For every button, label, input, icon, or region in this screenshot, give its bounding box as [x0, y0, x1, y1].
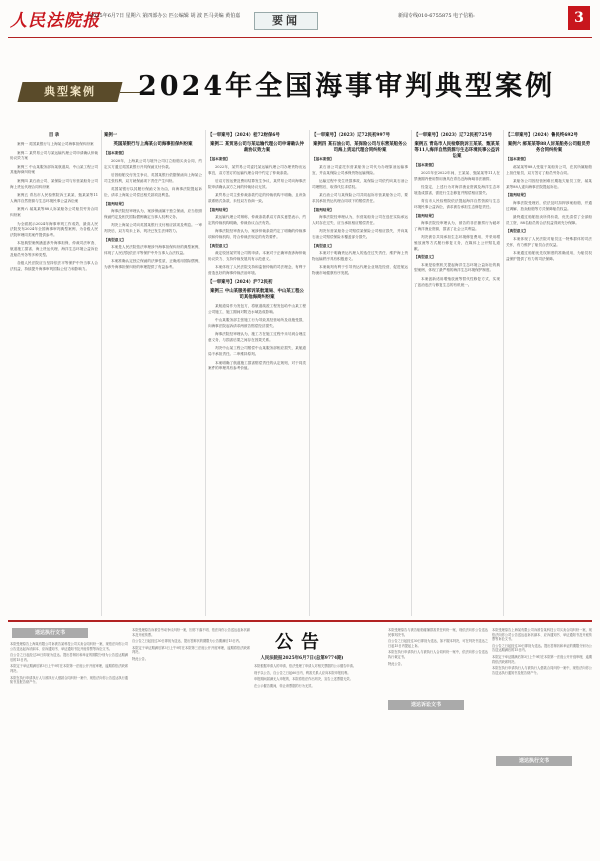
case-paragraph: 后双方因运费及费用结算发生争议，某贸易公司向海事法院申请确认双方之间的仲裁协议无效。 [208, 179, 306, 189]
case-paragraph: 2022年，某贸易公司委托某运输代理公司办理货物出运事宜，双方签订的运输代理合同中约定了仲裁条款。 [208, 165, 306, 175]
intro-paragraph: 各级人民法院应当坚持依法平等保护中外当事人合法权益，持续提升海事审判国际公信力和影响力。 [10, 261, 98, 271]
case-paragraph: 经鉴定，上述行为对海洋渔业资源及海洋生态环境造成损害，需进行生态修复并赔偿相应损失。 [414, 185, 500, 195]
case-paragraph: 2021年至2022年间，王某某、甄某某等11人在禁渔期内使用禁用渔具在青岛近海海域非法捕捞。 [414, 171, 500, 181]
case-paragraph: 2020年，上海某公司与境外公司订立船舶买卖合同，约定买方通过英国某银行开具保函支付价款。 [104, 159, 202, 169]
case-paragraph: 本案通过船舶优先权制度的准确适用，为船员权益保护提供了有力的司法保障。 [506, 251, 592, 261]
case-section-heading: 【基本案情】 [312, 157, 334, 162]
notice-paragraph: 本院定于举证期满后第3日上午9时在本院第一法庭公开开庭审理，逾期将依法缺席判决。 [492, 654, 592, 664]
notices-center [254, 664, 384, 854]
case-paragraph: 本案裁判有利于引导货运代理企业规范经营，促进航运物流市场健康有序发展。 [312, 265, 408, 275]
case-section-heading: 【裁判结果】 [414, 213, 436, 218]
notice-paragraph: 本院根据申请人的申请，依法受理了申请人对相关票据的公示催告申请。 [254, 664, 356, 668]
case-caption: 【一审案号】（2024）桂72财保6号 [208, 133, 280, 138]
case-title: 案例五 青岛市人民检察院诉王某某、甄某某等11人海洋自然资源与生态环境民事公益诉讼案 [414, 142, 500, 160]
case-paragraph: 本案准确认定独立保函的法律性质，正确适用国际惯例，为涉外海事担保纠纷的审理提供了有益参考。 [104, 259, 202, 269]
banner-rule [120, 92, 140, 93]
intro-paragraph: 案例二 某贸易公司与某运输代理公司申请确认仲裁协议效力案 [10, 150, 98, 161]
date-line: 2025年6月7日 星期六 第四部办公 匹公编辑 胡 波 匹马美编 黄伯嘉 [90, 13, 241, 19]
case-paragraph: 某石油公司与某保险公司共同起诉东营某船务公司，要求其承担货运代理合同项下的赔偿责任。 [312, 193, 408, 203]
case-paragraph: 海事法院经审理认为，被告的非法捕捞行为破坏了海洋渔业资源，损害了社会公共利益。 [414, 221, 500, 231]
notice-paragraph: 本院定于举证期满后第3日上午9时在本院第三法庭公开开庭审理，逾期将依法缺席判决。 [132, 645, 250, 655]
intro-paragraph: 本批典型案例涵盖涉外海事担保、仲裁司法审查、航道施工损害、海上货运代理、海洋生态环境公益诉讼及船员劳务等多种类型。 [10, 241, 98, 257]
case-caption: 【一审案号】（2023）辽72民初997号 [312, 133, 390, 138]
notice-paragraph: 本院受理原告上海某有限公司诉被告某科技公司买卖合同纠纷一案，现依法向你公司公告送达起诉状副本、应诉通知书、举证通知书及开庭传票等诉讼文书。 [492, 628, 592, 642]
case-paragraph: 海事法院经审理认为，施工方在施工过程中未尽到合理注意义务，与损害后果之间存在因果关系。 [208, 332, 306, 342]
section-title: 要闻 [254, 12, 318, 30]
page-number: 3 [568, 6, 590, 30]
column-case6 [506, 130, 592, 616]
notices-mid [388, 628, 488, 854]
notices-left [10, 642, 128, 854]
notice-paragraph: 现予以公告，自公告之日起60日内，利害关系人应向本院申报权利。 [254, 670, 351, 675]
case-caption: 案例一 [104, 133, 118, 138]
column-case5 [414, 130, 500, 616]
case-title: 案例二 某贸易公司与某运输代理公司申请确认仲裁协议效力案 [210, 142, 304, 154]
notice-publication: 人民法院报2025年6月7日(总第9774期) [260, 656, 344, 661]
case-paragraph: 本案是人民法院依法审理涉外海事担保纠纷的典型案例，体现了人民法院依法平等保护中外当事人合法权益。 [104, 245, 202, 255]
notice-paragraph: 申报期间届满无人申报的，本院将依法作出判决，宣告上述票据无效。 [254, 677, 353, 682]
column-intro [10, 130, 98, 616]
case-paragraph: 本案创新适用增殖放流等替代性修复方式，实现了惩治违法与修复生态的有机统一。 [414, 276, 500, 287]
case-paragraph: 某船务公司因经营困难长期拖欠船员工资，郝某某等88人遂向海事法院提起诉讼。 [506, 179, 592, 189]
notice-paragraph: 本院在执行申请执行人与被执行人合同纠纷一案中，依法向你公告送达执行裁定书。 [388, 650, 488, 659]
case-paragraph: 青岛市人民检察院依法提起海洋自然资源与生态环境民事公益诉讼，请求被告承担生态修复责任。 [414, 199, 500, 209]
notice-paragraph: 自公告之日起经过30日即视为送达。提出答辩状和举证的期限分别为公告送达期满后的15日内。 [10, 653, 128, 662]
section-tag-label: 典型案例 [44, 85, 96, 98]
notice-title: 公告 [275, 632, 327, 653]
case-paragraph: 判决东营某船务公司赔偿某保险公司相应损失，并向某石油公司赔偿保险未覆盖部分损失。 [312, 229, 408, 239]
banner [8, 52, 592, 122]
case-paragraph: 郝某某等88人受雇于某船务公司，在其所属船舶上担任船员，双方签订了船员劳务合同。 [506, 165, 592, 175]
case-title: 案例六 郝某某等88人诉某船务公司船员劳务合同纠纷案 [507, 142, 591, 154]
column-rule [309, 130, 310, 616]
column-rule [205, 130, 206, 616]
case-caption: 【一审案号】（2023）辽72民初725号 [414, 133, 492, 138]
notice-heading-mid: 送达诉讼文书 [388, 700, 464, 710]
notice-paragraph: 自公告之日起经过30日即视为送达，如不服本判决，可在判决书送达之日起15日内提起上诉。 [388, 639, 488, 648]
column-rule [101, 130, 102, 616]
intro-paragraph: 案例四 某石油公司、某保险公司与东营某船务公司海上货运代理合同纠纷案 [10, 178, 98, 189]
case-paragraph: 裁定驳回某贸易公司的申请。本案对于正确审查涉海仲裁协议效力、支持仲裁发展具有示范意义。 [208, 251, 306, 261]
contact-line: 新闻专线010-6755875 电子信箱: [398, 13, 475, 19]
notice-paragraph: 本院在执行申请执行人与被执行人借款合同纠纷一案中，现依法向你公告送达执行通知书及报告财产令。 [10, 675, 128, 685]
contents-title: 目 录 [48, 133, 60, 138]
case-title: 案例四 某石油公司、某保险公司与东营某船务公司海上货运代理合同纠纷案 [313, 142, 407, 154]
case-paragraph: 海事法院受理后，依法及时扣押涉案船舶，并通过调解、拍卖船舶等方式保障船员权益。 [506, 200, 592, 211]
case-paragraph: 海事法院经审理认为，案涉保函属于独立保函，应当依照保函约定及相关国际惯例确定当事人权利义务。 [104, 209, 202, 219]
case-section-heading: 【裁判结果】 [208, 207, 230, 212]
notice-paragraph: 自公告之日起经过30日即视为送达。提出答辩状和举证的期限分别为公告送达期满后的15日内。 [492, 643, 592, 653]
case-section-heading: 【典型意义】 [414, 255, 436, 260]
section-divider [8, 620, 592, 622]
case-caption: 【一审案号】（2024）沪72民初 [208, 279, 273, 285]
intro-paragraph: 案例一 英国某银行与上海某公司海事担保纠纷案 [17, 142, 94, 146]
case-paragraph: 本案体现了人民法院支持和监督仲裁的司法理念，有利于营造良好的海事仲裁法治环境。 [208, 265, 306, 275]
newspaper-logo: 人民法院报 [10, 11, 100, 31]
case-paragraph: 本案对于明确货运代理人的选任过失责任、维护海上货物运输秩序具有积极意义。 [312, 251, 408, 261]
case-title: 案例三 中山某服务部诉某航道局、中山某工程公司其他海商纠纷案 [210, 288, 304, 300]
case-paragraph: 海事法院经审查认为，案涉仲裁条款约定了明确的仲裁事项和仲裁机构，符合仲裁法规定的有效要件。 [208, 229, 306, 239]
case-paragraph: 海事法院经审理认为，东营某船务公司在选任实际承运人时存在过失，应当承担相应赔偿责任。 [312, 215, 408, 225]
case-paragraph: 判决被告共同承担生态环境修复费用，并采用增殖放流等方式履行修复义务，在媒体上公开赔礼道歉。 [414, 235, 500, 251]
notice-paragraph: 本院受理原告与被告船舶碰撞损害责任纠纷一案，现依法向你公告送达民事判决书。 [388, 628, 488, 637]
intro-paragraph: 案例五 青岛市人民检察院诉王某某、甄某某等11人海洋自然资源与生态环境民事公益诉讼案 [10, 193, 98, 203]
notices-col2 [132, 628, 250, 854]
notice-paragraph: 自公告之日起经过30日即视为送达，提出答辩状的期限为公告期满后15日内。 [132, 639, 243, 644]
case-paragraph: 某贸易公司主张仲裁条款约定的仲裁机构不明确，且该条款系格式条款，未经双方协商一致。 [208, 193, 306, 203]
notice-paragraph: 在公示催告期间，转让该票据的行为无效。 [254, 683, 315, 688]
case-paragraph: 判决中山某工程公司赔偿中山某服务部相应损失，某航道局不承担责任。二审维持原判。 [208, 346, 306, 357]
case-paragraph: 某石油公司委托东营某船务公司代为办理原油运输事宜，并由某保险公司承保货物运输保险。 [312, 165, 408, 175]
case-section-heading: 【基本案情】 [414, 163, 436, 168]
case-section-heading: 【典型意义】 [312, 243, 334, 248]
case-paragraph: 英国某银行以其履行保函义务为由，向海事法院提起诉讼，请求上海某公司偿还相关款项及利息。 [104, 187, 202, 197]
notice-heading-right: 送达执行文书 [496, 756, 572, 766]
notice-paragraph: 特此公告。 [132, 656, 148, 661]
section-tag [18, 82, 123, 102]
notice-paragraph: 本院在执行申请执行人与被执行人借款合同纠纷一案中，现依法向你公告送达执行通知书及报告财产令。 [492, 666, 592, 675]
column-case1 [104, 130, 202, 616]
column-rule [503, 130, 504, 616]
case-paragraph: 某运输代理公司辩称，仲裁条款系双方真实意思表示，约定的仲裁机构明确，仲裁协议合法有效。 [208, 215, 306, 225]
column-case4 [312, 130, 408, 616]
intro-paragraph: 案例三 中山某服务部诉某航道局、中山某工程公司其他海商纠纷案 [10, 164, 98, 175]
case-paragraph: 最终通过船舶拍卖所得价款，优先清偿了全部船员工资，88名船员的合法权益得到充分保障。 [506, 215, 592, 225]
case-paragraph: 运输过程中发生货损事故，某保险公司依约向某石油公司理赔后，取得代位求偿权。 [312, 179, 408, 189]
notices-right [492, 628, 592, 854]
case-section-heading: 【典型意义】 [208, 243, 230, 248]
column-case2 [208, 130, 306, 616]
intro-paragraph: 为全面展示2024年海事审判工作成效，最高人民法院发布2024年全国海事审判典型案例，为各级人民法院审理同类案件提供参考。 [10, 221, 98, 237]
case-paragraph: 本案是检察机关提起海洋生态环境公益诉讼的典型案例，体现了最严格的海洋生态环境保护制度。 [414, 262, 500, 273]
case-section-heading: 【典型意义】 [104, 237, 126, 242]
case-paragraph: 某航道局作为发包方，将航道疏浚工程发包给中山某工程公司施工，施工期间对附近水域造成影响。 [208, 303, 306, 314]
notice-heading-left: 送达执行文书 [12, 628, 88, 638]
column-rule [411, 130, 412, 616]
notice-paragraph: 本院定于举证期满后第3日上午9时在本院第一法庭公开开庭审理，逾期将依法缺席判决。 [10, 664, 128, 673]
case-section-heading: 【裁判结果】 [312, 207, 334, 212]
case-title: 英国某银行与上海某公司海事担保纠纷案 [113, 142, 193, 148]
case-section-heading: 【裁判结果】 [104, 201, 126, 206]
case-section-heading: 【基本案情】 [104, 151, 126, 156]
case-paragraph: 中山某服务部主张施工行为导致其经营场所及设施受损，向海事法院起诉请求两被告赔偿经济损失。 [208, 318, 306, 328]
case-paragraph: 本案体现了人民法院对船员这一特殊群体的司法关怀，有力维护了船员合法权益。 [506, 236, 592, 247]
headline: 2024年全国海事审判典型案例 [138, 71, 556, 102]
case-section-heading: 【基本案情】 [208, 157, 230, 162]
notice-paragraph: 特此公告。 [388, 661, 404, 666]
case-section-heading: 【典型意义】 [506, 229, 528, 234]
case-paragraph: 本案明确了航道施工损害赔偿责任的认定规则，对于同类案件的审理具有参考价值。 [208, 360, 306, 371]
notice-paragraph: 本院受理原告诉被告劳动争议纠纷一案，因你下落不明，依法向你公告送达起诉状副本及开庭传票。 [132, 628, 250, 637]
notice-paragraph: 本院受理原告上海某有限公司诉被告某科技公司买卖合同纠纷一案，现依法向你公司公告送达起诉状副本、应诉通知书、举证通知书及开庭传票等诉讼文书。 [10, 642, 128, 651]
case-section-heading: 【裁判结果】 [506, 193, 528, 198]
case-caption: 【二审案号】（2024）鲁民终692号 [506, 133, 578, 138]
intro-paragraph: 案例六 郝某某等88人诉某船务公司船员劳务合同纠纷案 [10, 207, 98, 217]
case-paragraph: 后因船舶交付发生争议，英国某银行依据保函向上海某公司主张权利，双方就保函项下责任产生纠纷。 [104, 173, 202, 183]
case-paragraph: 判决上海某公司向英国某银行支付相应款项及利息。一审判决后，双方均未上诉，判决已发生法律效力。 [104, 223, 202, 233]
case-section-heading: 【基本案情】 [506, 157, 528, 162]
masthead [8, 4, 592, 38]
